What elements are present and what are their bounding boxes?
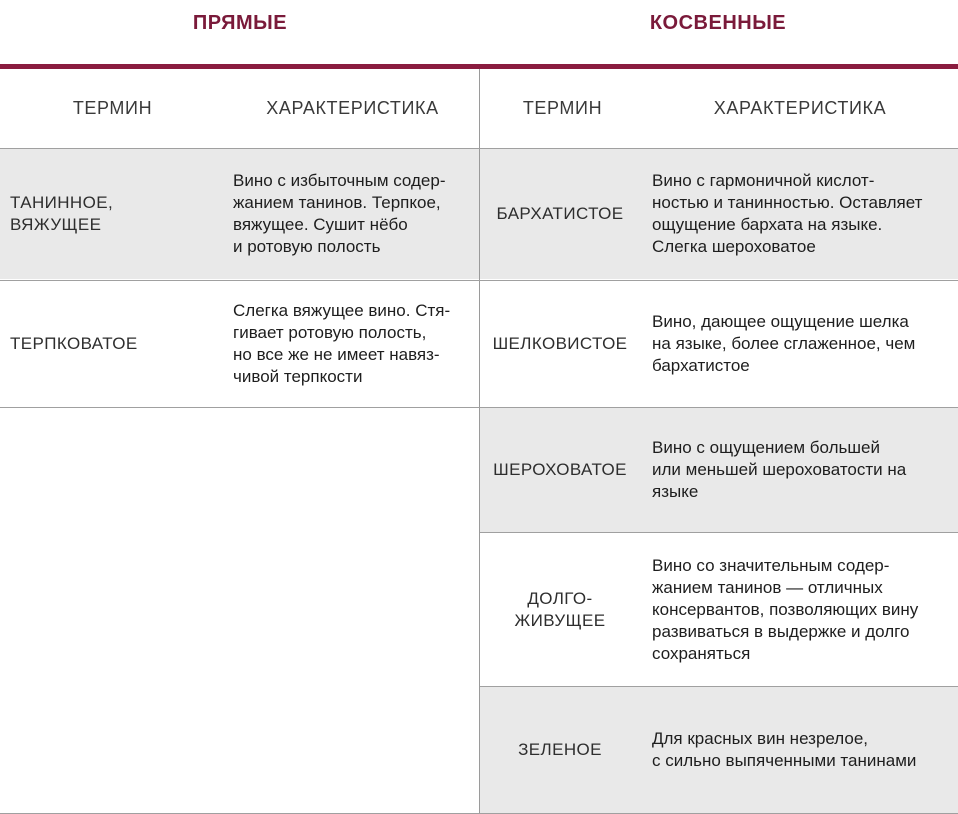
indirect-term: ДОЛГО- ЖИВУЩЕЕ <box>514 588 606 630</box>
direct-description: Слегка вяжущее вино. Стя- гивает ротовую полость, но все же не имеет навяз- чивой терпкости <box>233 301 451 386</box>
indirect-term: БАРХАТИСТОЕ <box>496 204 624 223</box>
direct-term: ТАНИННОЕ, ВЯЖУЩЕЕ <box>10 193 114 234</box>
direct-section-title: ПРЯМЫЕ <box>192 12 288 34</box>
indirect-description: Для красных вин незрелое, с сильно выпяченными танинами <box>652 729 917 770</box>
left-term-header: ТЕРМИН <box>72 98 153 118</box>
direct-description: Вино с избыточным содер- жанием танинов. Терпкое, вяжущее. Сушит нёбо и ротовую полость <box>233 171 446 256</box>
right-term-header: ТЕРМИН <box>522 98 603 118</box>
indirect-description: Вино со значительным содер- жанием танинов — отличных консервантов, позволяющих вину развиваться в выдержке и долго сохраняться <box>652 555 919 663</box>
indirect-term: ЗЕЛЕНОЕ <box>518 740 602 759</box>
left-characteristic-header: ХАРАКТЕРИСТИКА <box>266 98 439 118</box>
indirect-description: Вино с гармоничной кислот- ностью и танинностью. Оставляет ощущение бархата на языке. Слегка шероховатое <box>652 171 923 256</box>
indirect-term: ШЕРОХОВАТОЕ <box>493 460 627 479</box>
indirect-section-title: КОСВЕННЫЕ <box>649 12 787 34</box>
indirect-term: ШЕЛКОВИСТОЕ <box>492 334 628 353</box>
indirect-description: Вино с ощущением большей или меньшей шероховатости на языке <box>652 438 907 501</box>
direct-term: ТЕРПКОВАТОЕ <box>10 334 138 353</box>
indirect-description: Вино, дающее ощущение шелка на языке, более сглаженное, чем бархатистое <box>652 312 916 375</box>
right-characteristic-header: ХАРАКТЕРИСТИКА <box>713 98 887 118</box>
